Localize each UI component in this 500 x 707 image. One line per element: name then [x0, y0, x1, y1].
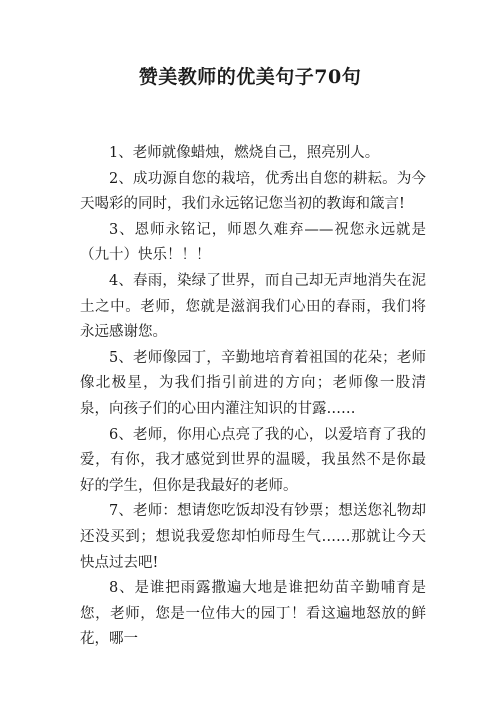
paragraph-4: 4、春雨，染绿了世界，而自己却无声地消失在泥土之中。老师，您就是滋润我们心田的春雨，我们将永远感谢您。 [80, 272, 426, 341]
paragraph-2: 2、成功源自您的栽培，优秀出自您的耕耘。为今天喝彩的同时，我们永远铭记您当初的教诲和箴言! [80, 170, 426, 213]
document-title: 赞美教师的优美句子70句 [138, 66, 362, 88]
paragraph-1: 1、老师就像蜡烛，燃烧自己，照亮别人。 [109, 145, 380, 161]
document-body [80, 141, 426, 653]
paragraph-8: 8、是谁把雨露撒遍大地是谁把幼苗辛勤哺育是您，老师，您是一位伟大的园丁！看这遍地怒放的鲜花，哪一 [80, 580, 426, 648]
paragraph-7: 7、老师：想请您吃饭却没有钞票；想送您礼物却还没买到；想说我爱您却怕师母生气……那就让今天快点过去吧! [80, 503, 426, 571]
paragraph-3: 3、恩师永铭记，师恩久难弃——祝您永远就是（九十）快乐！！！ [80, 221, 426, 264]
paragraph-5: 5、老师像园丁，辛勤地培育着祖国的花朵；老师像北极星，为我们指引前进的方向；老师像一股清泉，向孩子们的心田内灌注知识的甘露…… [80, 349, 426, 417]
paragraph-6: 6、老师，你用心点亮了我的心，以爱培育了我的爱，有你，我才感觉到世界的温暖，我虽然不是你最好的学生，但你是我最好的老师。 [80, 426, 426, 494]
